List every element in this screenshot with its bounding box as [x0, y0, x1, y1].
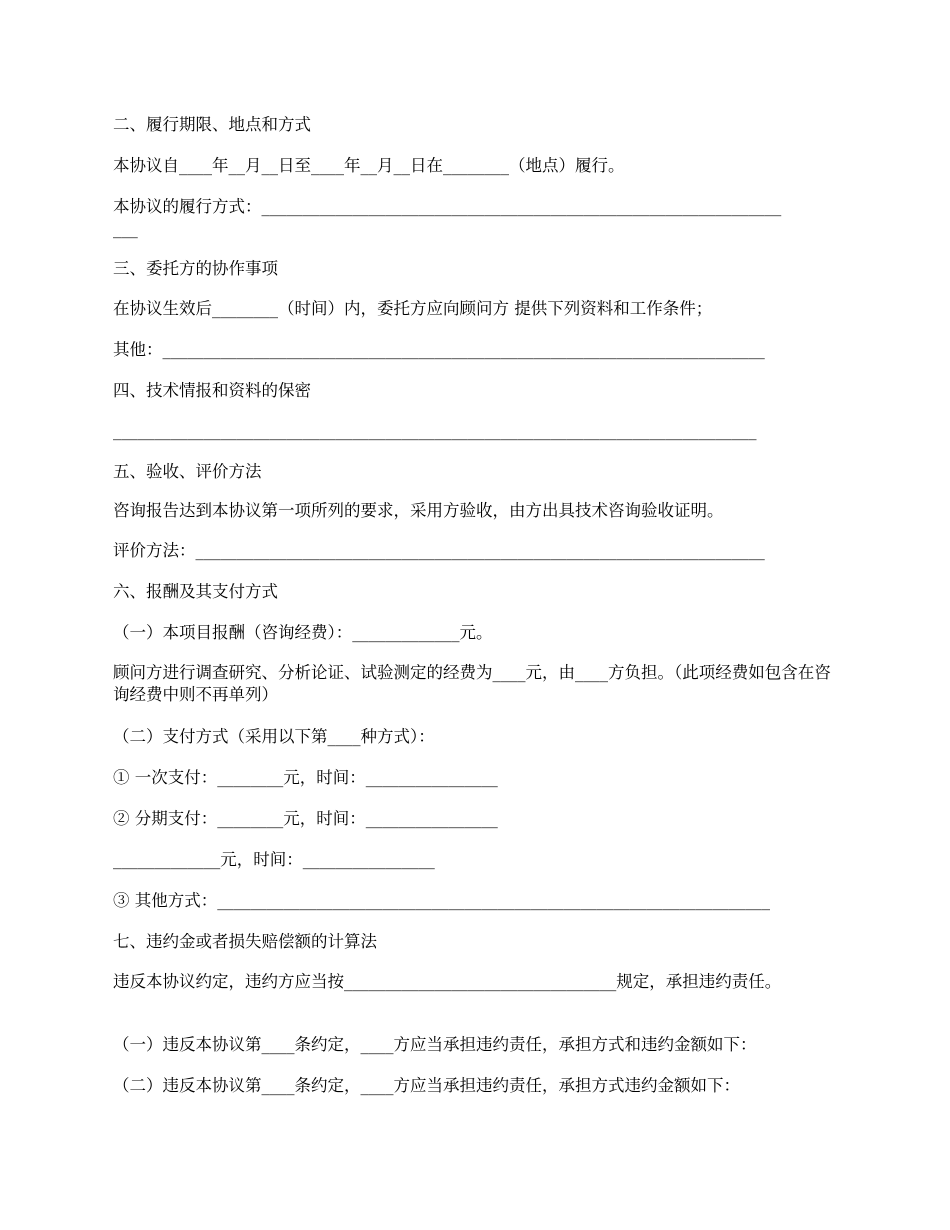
performance-method-line: 本协议的履行方式：_______________________________________________________________ — [113, 197, 782, 216]
cooperation-other-line: 其他：_________________________________________________________________________ — [113, 340, 765, 359]
breach-item-2: （二）违反本协议第____条约定，____方应当承担违约责任，承担方式违约金额如下： — [113, 1076, 740, 1095]
section-2-heading: 二、履行期限、地点和方式 — [113, 115, 311, 134]
section-3-heading: 三、委托方的协作事项 — [113, 259, 278, 278]
section-7-heading: 七、违约金或者损失赔偿额的计算法 — [113, 932, 377, 951]
acceptance-text: 咨询报告达到本协议第一项所列的要求，采用方验收，由方出具技术咨询验收证明。 — [113, 501, 724, 520]
cooperation-text: 在协议生效后________（时间）内，委托方应向顾问方 提供下列资料和工作条件； — [113, 299, 713, 318]
breach-item-1: （一）违反本协议第____条约定，____方应当承担违约责任，承担方式和违约金额如下： — [113, 1035, 757, 1054]
confidentiality-blank-line: ______________________________________________________________________________ — [113, 421, 757, 440]
payment-option-3: ③ 其他方式：___________________________________________________________________ — [113, 891, 770, 910]
section-5-heading: 五、验收、评价方法 — [113, 462, 262, 481]
section-4-heading: 四、技术情报和资料的保密 — [113, 381, 311, 400]
project-fee-line: （一）本项目报酬（咨询经费）：_____________元。 — [113, 623, 493, 642]
performance-period-line: 本协议自____年__月__日至____年__月__日在________（地点）履行。 — [113, 156, 625, 175]
payment-method-line: （二）支付方式（采用以下第____种方式）： — [113, 727, 435, 746]
evaluation-method-line: 评价方法：_____________________________________________________________________ — [113, 541, 765, 560]
performance-method-continuation: ___ — [113, 219, 138, 238]
breach-liability-paragraph: 违反本协议约定，违约方应当按_________________________________规定，承担违约责任。 — [113, 972, 782, 991]
research-expense-paragraph: 顾问方进行调查研究、分析论证、试验测定的经费为____元，由____方负担。（此项经费如包含在咨询经费中则不再单列） — [113, 663, 831, 704]
payment-option-2: ② 分期支付：________元，时间：________________ — [113, 809, 498, 828]
payment-option-2-installment: _____________元，时间：________________ — [113, 850, 435, 869]
section-6-heading: 六、报酬及其支付方式 — [113, 582, 278, 601]
payment-option-1: ① 一次支付：________元，时间：________________ — [113, 768, 498, 787]
